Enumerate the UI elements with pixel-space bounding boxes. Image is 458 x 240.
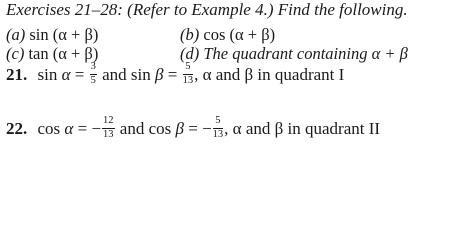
problem-number: 21. (6, 64, 28, 84)
function-name: sin (37, 64, 58, 84)
option-text: sin (α + β) (29, 25, 99, 44)
option-label: (d) (180, 44, 200, 63)
option-text: cos (α + β) (203, 25, 276, 44)
fraction-denominator: 5 (90, 74, 96, 86)
function-name: cos (148, 118, 172, 138)
option-c (6, 44, 98, 64)
fraction-numerator: 3 (90, 62, 97, 75)
option-text: tan (α + β) (28, 44, 99, 63)
equals-sign: = (167, 64, 178, 84)
variable-alpha: α (64, 118, 74, 138)
variable-beta: β (155, 64, 164, 84)
minus-sign: − (202, 118, 212, 138)
option-text: The quadrant containing α + β (203, 44, 408, 63)
equals-sign: = (77, 118, 88, 138)
fraction (183, 62, 194, 86)
problem-number: 22. (6, 118, 28, 138)
option-a (6, 25, 98, 45)
equals-sign: = (74, 64, 85, 84)
quadrant-condition: , α and β in quadrant I (194, 64, 345, 84)
fraction (102, 116, 115, 140)
fraction-numerator: 12 (102, 116, 115, 129)
exercise-heading (6, 0, 408, 20)
fraction-denominator: 13 (212, 128, 224, 140)
option-d (180, 44, 408, 64)
fraction-numerator: 5 (183, 62, 194, 75)
fraction (213, 116, 224, 140)
variable-alpha: α (61, 64, 71, 84)
option-label: (a) (6, 25, 26, 44)
reference-note: (Refer to Example 4.) (127, 0, 274, 19)
function-name: sin (130, 64, 151, 84)
fraction-denominator: 13 (182, 74, 194, 86)
problem-22 (6, 115, 381, 142)
function-name: cos (37, 118, 61, 138)
conjunction: and (102, 64, 127, 84)
fraction-numerator: 5 (213, 116, 224, 129)
conjunction: and (119, 118, 145, 138)
equals-sign: = (188, 118, 198, 138)
exercise-range: Exercises 21–28: (6, 0, 123, 19)
problem-21 (6, 61, 345, 88)
option-b (180, 25, 275, 45)
option-label: (b) (180, 25, 200, 44)
minus-sign: − (91, 118, 102, 138)
quadrant-condition: , α and β in quadrant II (224, 118, 381, 138)
instruction-text: Find the following. (277, 0, 408, 19)
option-label: (c) (6, 44, 25, 63)
fraction (90, 62, 97, 86)
variable-beta: β (175, 118, 184, 138)
fraction-denominator: 13 (103, 128, 114, 140)
